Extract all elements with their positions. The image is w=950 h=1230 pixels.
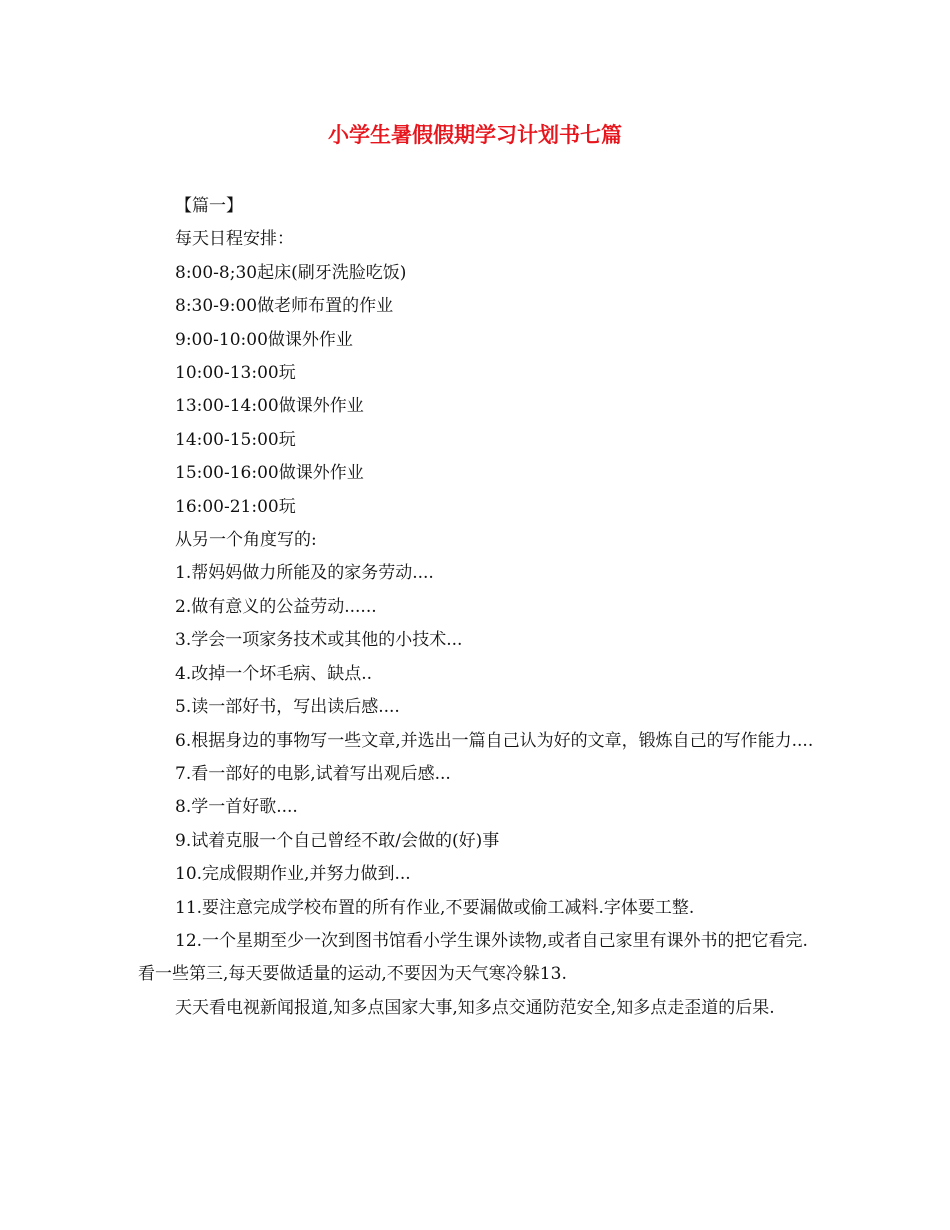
paragraph: 16:00-21:00玩 <box>175 496 296 517</box>
paragraph: 6.根据身边的事物写一些文章,并选出一篇自己认为好的文章，锻炼自己的写作能力.... <box>175 730 814 751</box>
paragraph: 天天看电视新闻报道,知多点国家大事,知多点交通防范安全,知多点走歪道的后果. <box>175 997 775 1018</box>
paragraph: 8:30-9:00做老师布置的作业 <box>175 296 394 317</box>
paragraph: 10:00-13:00玩 <box>175 363 296 384</box>
paragraph: 2.做有意义的公益劳动...... <box>175 596 377 617</box>
paragraph: 4.改掉一个坏毛病、缺点.. <box>175 663 373 684</box>
paragraph: 8.学一首好歌.... <box>175 797 298 818</box>
paragraph: 14:00-15:00玩 <box>175 429 296 450</box>
paragraph: 【篇一】 <box>175 196 243 216</box>
paragraph: 5.读一部好书，写出读后感.... <box>175 697 400 718</box>
document-title: 小学生暑假假期学习计划书七篇 <box>328 122 622 147</box>
paragraph: 1.帮妈妈做力所能及的家务劳动.... <box>175 563 434 584</box>
paragraph: 15:00-16:00做课外作业 <box>175 463 364 484</box>
paragraph: 每天日程安排： <box>175 229 294 250</box>
paragraph: 10.完成假期作业,并努力做到... <box>175 864 411 885</box>
paragraph: 13:00-14:00做课外作业 <box>175 396 364 417</box>
paragraph: 9:00-10:00做课外作业 <box>175 329 353 350</box>
paragraph: 11.要注意完成学校布置的所有作业,不要漏做或偷工减料.字体要工整. <box>175 897 695 918</box>
paragraph: 12.一个星期至少一次到图书馆看小学生课外读物,或者自己家里有课外书的把它看完.看一些第三,每天要做适量的运动,不要因为天气寒冷躲13. <box>138 930 808 985</box>
paragraph: 9.试着克服一个自己曾经不敢/会做的(好)事 <box>175 830 500 851</box>
paragraph: 7.看一部好的电影,试着写出观后感... <box>175 763 451 784</box>
document-body <box>138 190 818 1025</box>
paragraph: 3.学会一项家务技术或其他的小技术... <box>175 630 463 651</box>
paragraph: 从另一个角度写的: <box>175 530 317 551</box>
paragraph: 8:00-8;30起床(刷牙洗脸吃饭) <box>175 262 407 283</box>
